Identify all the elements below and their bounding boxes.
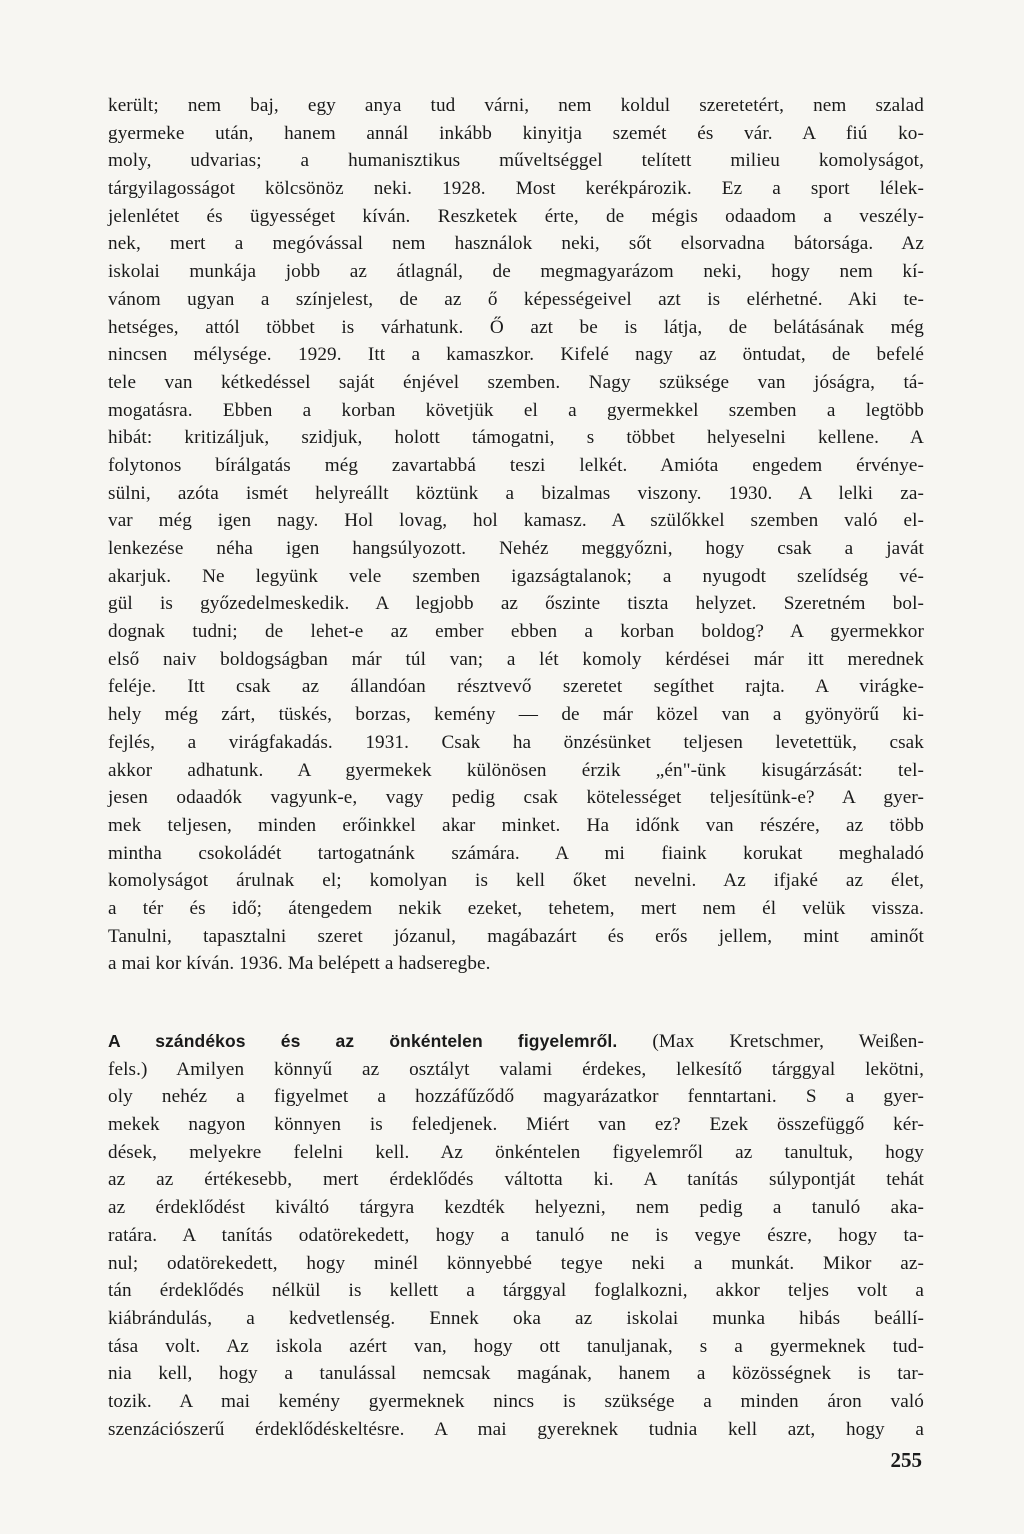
text-line: mogatásra. Ebben a korban követjük el a gyermekkel szemben a legtöbb [108,399,924,421]
text-line: akarjuk. Ne legyünk vele szemben igazságtalanok; a nyugodt szelídség vé- [108,565,924,587]
text-line: dognak tudni; de lehet-e az ember ebben a korban boldog? A gyermekkor [108,621,924,643]
section-heading: A szándékos és az önkéntelen figyelemről. [108,1031,618,1051]
text-line: gül is győzedelmeskedik. A legjobb az őszinte tiszta helyzet. Szeretném bol- [108,593,924,615]
text-line: jelenlétet és ügyességet kíván. Reszketek érte, de mégis odaadom a veszély- [108,205,924,227]
page-number: 255 [890,1448,922,1472]
text-line: feléje. Itt csak az állandóan résztvevő szeretet segíthet rajta. A virágke- [108,676,924,698]
text-line: mek teljesen, minden erőinkkel akar minket. Ha időnk van részére, az több [108,814,924,836]
text-line: a mai kor kíván. 1936. Ma belépett a hadseregbe. [108,953,491,975]
text-line: sülni, azóta ismét helyreállt köztünk a bizalmas viszony. 1930. A lelki za- [108,482,924,504]
paragraph [108,92,924,978]
text-line: tozik. A mai kemény gyermeknek nincs is szüksége a minden áron való [108,1390,924,1412]
section-first-line [108,1028,924,1056]
text-line: lenkezése néha igen hangsúlyozott. Nehéz meggyőzni, hogy csak a javát [108,538,924,559]
text-line: hely még zárt, tüskés, borzas, kemény — de már közel van a gyönyörű ki- [108,704,924,726]
section [108,1028,924,1443]
text-line: iskolai munkája jobb az átlagnál, de megmagyarázom neki, hogy nem kí- [108,261,924,283]
text-line: moly, udvarias; a humanisztikus műveltséggel telített milieu komolyságot, [108,150,924,172]
text-line: nul; odatörekedett, hogy minél könnyebbé tegye neki a munkát. Mikor az- [108,1252,924,1274]
paragraph-gap [108,978,924,1028]
text-line: került; nem baj, egy anya tud várni, nem koldul szeretetért, nem szalad [108,95,924,116]
text-line: jesen odaadók vagyunk-e, vagy pedig csak kötelességet teljesítünk-e? A gyer- [108,787,924,809]
text-line: akkor adhatunk. A gyermekek különösen érzik „én"-ünk kisugárzását: tel- [108,759,924,781]
text-line: dések, melyekre felelni kell. Az önkéntelen figyelemről az tanultuk, hogy [108,1141,924,1163]
section-body [108,1056,924,1444]
text-line: a tér és idő; átengedem nekik ezeket, tehetem, mert nem él velük vissza. [108,897,924,919]
text-line: az érdeklődést kiváltó tárgyra kezdték helyezni, nem pedig a tanuló aka- [108,1197,924,1219]
text-line: tán érdeklődés nélkül is kellett a tárggyal foglalkozni, akkor teljes volt a [108,1280,924,1302]
text-line: ratára. A tanítás odatörekedett, hogy a tanuló ne is vegye észre, hogy ta- [108,1224,924,1246]
text-line: hetséges, attól többet is várhatunk. Ő azt be is látja, de belátásának még [108,316,924,338]
text-line: nek, mert a megóvással nem használok neki, sőt elsorvadna bátorsága. Az [108,233,924,255]
text-line: első naiv boldogságban már túl van; a lét komoly kérdései már itt merednek [108,648,924,670]
text-line: var még igen nagy. Hol lovag, hol kamasz. A szülőkkel szemben való el- [108,510,924,532]
text-line: vánom ugyan a színjelest, de az ő képességeivel azt is elérhetné. Aki te- [108,288,924,310]
text-line: kiábrándulás, a kedvetlenség. Ennek oka az iskolai munka hibás beállí- [108,1307,924,1329]
text-line: hibát: kritizáljuk, szidjuk, holott támogatni, s többet helyeselni kellene. A [108,427,924,449]
text-line: folytonos bírálgatás még zavartabbá teszi lelkét. Amióta engedem érvénye- [108,454,924,476]
text-line: tárgyilagosságot kölcsönöz neki. 1928. Most kerékpározik. Ez a sport lélek- [108,178,924,200]
text-line: az az értékesebb, mert érdeklődés váltotta ki. A tanítás súlypontját tehát [108,1169,924,1191]
text-line: gyermeke után, hanem annál inkább kinyitja szemét és vár. A fiú ko- [108,122,924,144]
page-text [108,92,924,1443]
text-line: nia kell, hogy a tanulással nemcsak magának, hanem a közösségnek is tar- [108,1363,924,1385]
text-line: tása volt. Az iskola azért van, hogy ott tanuljanak, s a gyermeknek tud- [108,1335,924,1357]
text-line: oly nehéz a figyelmet a hozzáfűződő magyarázatkor fenntartani. S a gyer- [108,1086,924,1108]
text-line: fejlés, a virágfakadás. 1931. Csak ha önzésünket teljesen levetettük, csak [108,731,924,753]
text-line: fels.) Amilyen könnyű az osztályt valami érdekes, lelkesítő tárggyal lekötni, [108,1058,924,1080]
text-line: Tanulni, tapasztalni szeret józanul, magábazárt és erős jellem, mint aminőt [108,925,924,947]
section-heading-rest: (Max Kretschmer, Weißen- [617,1031,924,1052]
text-line: nincsen mélysége. 1929. Itt a kamaszkor. Kifelé nagy az öntudat, de befelé [108,344,924,366]
text-line: tele van kétkedéssel saját énjével szemben. Nagy szüksége van jóságra, tá- [108,371,924,393]
text-line: szenzációszerű érdeklődéskeltésre. A mai gyereknek tudnia kell azt, hogy a [108,1418,924,1440]
text-line: mintha csokoládét tartogatnánk számára. A mi fiaink korukat meghaladó [108,842,924,864]
text-line: komolyságot árulnak el; komolyan is kell őket nevelni. Az ifjaké az élet, [108,870,924,892]
text-line: mekek nagyon könnyen is feledjenek. Miért van ez? Ezek összefüggő kér- [108,1114,924,1136]
